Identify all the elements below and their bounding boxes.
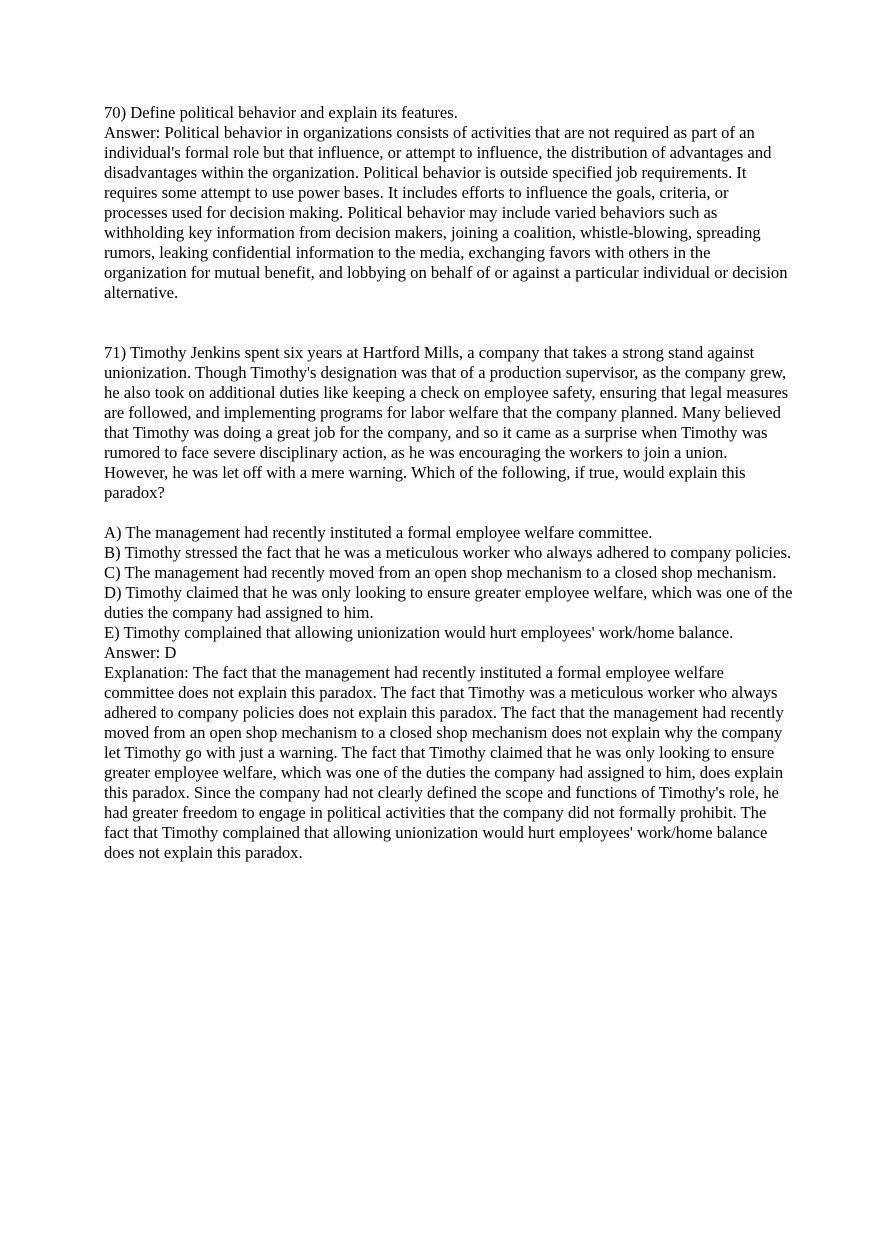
question-71-text: 71) Timothy Jenkins spent six years at Hartford Mills, a company that takes a strong stand against unionization. Though Timothy's designation was that of a production supervisor, as the company grew, he also took on additional duties like keeping a check on employee safety, ensuring that legal measures are followed, and implementing programs for labor welfare that the company planned. Many believed that Timothy was doing a great job for the company, and so it came as a surprise when Timothy was rumored to face severe disciplinary action, as he was encouraging the workers to join a union. However, he was let off with a mere warning. Which of the following, if true, would explain this paradox? — [104, 343, 789, 502]
option-d: D) Timothy claimed that he was only looking to ensure greater employee welfare, which was one of the duties the company had assigned to him. — [104, 583, 793, 622]
question-70-answer: Answer: Political behavior in organizations consists of activities that are not required as part of an individual's formal role but that influence, or attempt to influence, the distribution of advantages and disadvantages within the organization. Political behavior is outside specified job requirements. It requires some attempt to use power bases. It includes efforts to influence the goals, criteria, or processes used for decision making. Political behavior may include varied behaviors such as withholding key information from decision makers, joining a coalition, whistle-blowing, spreading rumors, leaking confidential information to the media, exchanging favors with others in the organization for mutual benefit, and lobbying on behalf of or against a particular individual or decision alternative. — [104, 123, 788, 302]
question-71-answer: Answer: D — [104, 643, 177, 662]
answer-options — [104, 523, 794, 643]
option-c: C) The management had recently moved from an open shop mechanism to a closed shop mechanism. — [104, 563, 777, 582]
question-70-text: 70) Define political behavior and explain its features. — [104, 103, 458, 122]
page-content — [104, 103, 794, 863]
question-70 — [104, 103, 794, 303]
question-71-explanation: Explanation: The fact that the management had recently instituted a formal employee welfare committee does not explain this paradox. The fact that Timothy was a meticulous worker who always adhered to company policies does not explain this paradox. The fact that the management had recently moved from an open shop mechanism to a closed shop mechanism does not explain why the company let Timothy go with just a warning. The fact that Timothy claimed that he was only looking to ensure greater employee welfare, which was one of the duties the company had assigned to him, does explain this paradox. Since the company had not clearly defined the scope and functions of Timothy's role, he had greater freedom to engage in political activities that the company did not formally prohibit. The fact that Timothy complained that allowing unionization would hurt employees' work/home balance does not explain this paradox. — [104, 663, 784, 862]
question-71 — [104, 343, 794, 863]
option-b: B) Timothy stressed the fact that he was a meticulous worker who always adhered to company policies. — [104, 543, 792, 562]
option-e: E) Timothy complained that allowing unionization would hurt employees' work/home balance. — [104, 623, 734, 642]
option-a: A) The management had recently instituted a formal employee welfare committee. — [104, 523, 653, 542]
